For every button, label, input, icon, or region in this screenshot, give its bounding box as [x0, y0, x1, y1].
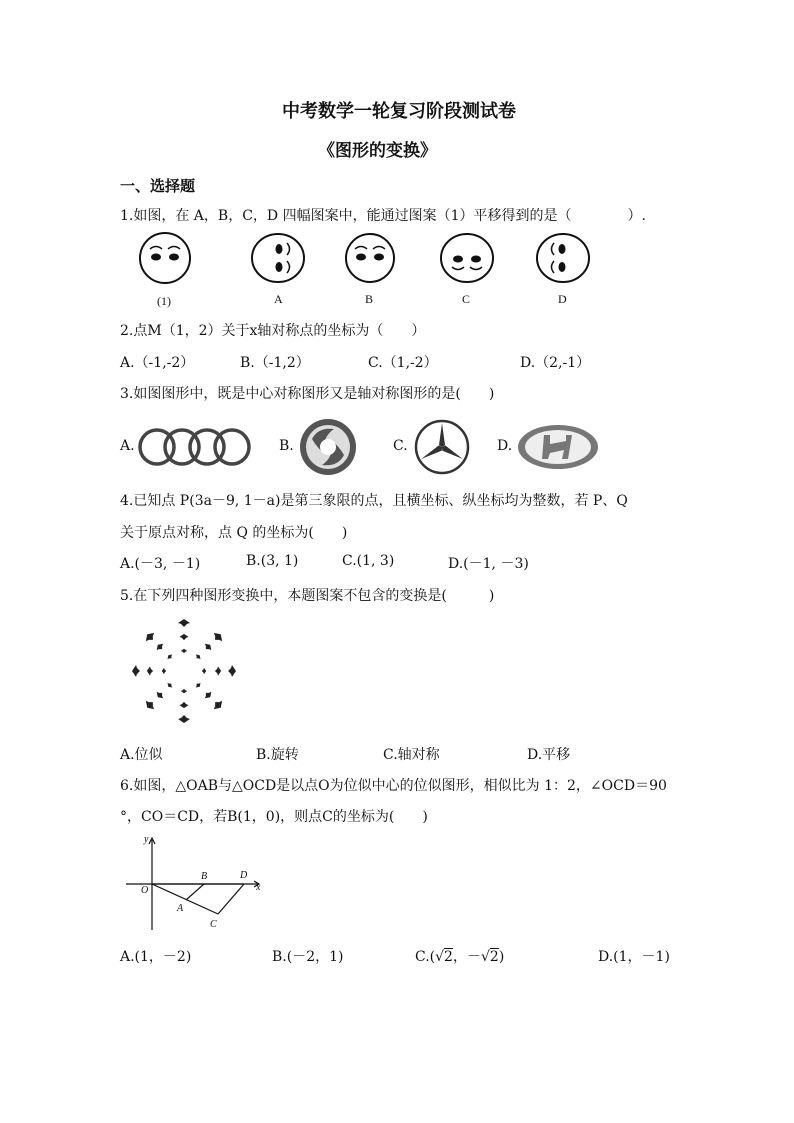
question-6-line-2: °，CO＝CD，若B(1，0)，则点C的坐标为( ) — [120, 809, 428, 825]
q5-option-d: D.平移 — [527, 747, 571, 763]
face-icon-a — [252, 234, 304, 282]
question-4-line-2: 关于原点对称，点 Q 的坐标为( ) — [120, 525, 348, 541]
page-title: 中考数学一轮复习阶段测试卷 — [282, 101, 516, 122]
bird-motif-icon — [143, 698, 157, 712]
face-icon-1 — [140, 233, 190, 283]
bird-motif-icon — [178, 715, 190, 723]
sqrt-sign: √ — [480, 949, 490, 965]
bird-motif-icon — [211, 698, 225, 712]
bird-motif-icon — [203, 690, 214, 701]
caption-b: B — [365, 292, 374, 306]
question-2: 2.点M（1，2）关于x轴对称点的坐标为（ ） — [120, 323, 426, 339]
bird-motif-icon — [215, 666, 221, 675]
q3-logos — [130, 418, 610, 478]
bird-motif-icon — [166, 681, 174, 689]
face-icon-c — [441, 234, 493, 282]
question-3: 3.如图图形中，既是中心对称图形又是轴对称图形的是( ) — [120, 386, 495, 402]
bird-motif-icon — [147, 666, 153, 675]
q4-option-d: D.(－1, －3) — [448, 556, 529, 572]
bird-motif-icon — [155, 642, 166, 653]
question-4-line-1: 4.已知点 P(3a－9, 1－a)是第三象限的点，且横坐标、纵坐标均为整数，若 P、Q — [120, 493, 628, 509]
bird-motif-icon — [202, 668, 206, 675]
caption-c: C — [462, 292, 471, 306]
bird-motif-icon — [194, 653, 202, 661]
q6-c-prefix: C.( — [415, 949, 436, 965]
label-x: x — [256, 882, 261, 893]
caption-d: D — [558, 292, 567, 306]
caption-1: (1) — [157, 294, 171, 308]
bird-motif-icon — [194, 681, 202, 689]
q4-option-c: C.(1, 3) — [342, 553, 395, 569]
bird-motif-icon — [228, 665, 236, 677]
q5-option-b: B.旋转 — [256, 747, 299, 763]
bird-motif-icon — [166, 653, 174, 661]
question-6-line-1: 6.如图，△OAB与△OCD是以点O为位似中心的位似图形，相似比为 1：2，∠OCD＝90 — [120, 778, 667, 794]
rings-logo-icon — [140, 430, 249, 464]
bird-motif-icon — [178, 619, 190, 627]
q2-option-b: B.（-1,2） — [240, 355, 310, 371]
bird-motif-icon — [181, 649, 188, 653]
label-d: D — [240, 870, 248, 881]
q5-option-c: C.轴对称 — [383, 747, 440, 763]
section-heading: 一、选择题 — [120, 177, 196, 195]
question-5: 5.在下列四种图形变换中，本题图案不包含的变换是( ) — [120, 588, 495, 604]
q3-label-d: D. — [497, 438, 513, 454]
face-icon-d — [537, 234, 589, 282]
star-logo-icon — [416, 421, 468, 473]
q6-c-suffix: ) — [498, 949, 505, 965]
bird-motif-icon — [162, 668, 166, 675]
q3-label-a: A. — [120, 438, 135, 454]
oval-logo-icon — [518, 425, 598, 469]
sqrt-sign: √ — [435, 949, 445, 965]
label-c: C — [210, 919, 217, 930]
bird-motif-icon — [143, 630, 157, 644]
q6-c-mid: ，－ — [452, 949, 481, 965]
label-b: B — [201, 871, 208, 882]
q4-option-a: A.(－3, －1) — [120, 556, 201, 572]
bird-motif-icon — [179, 634, 188, 640]
bird-motif-icon — [179, 702, 188, 708]
q6-option-d: D.(1，－1) — [598, 949, 670, 965]
q3-label-c: C. — [393, 438, 408, 454]
q6-coordinate-figure — [126, 832, 276, 932]
q6-option-b: B.(－2，1) — [272, 949, 344, 965]
question-1: 1.如图，在 A，B，C，D 四幅图案中，能通过图案（1）平移得到的是（ ）. — [120, 208, 646, 224]
bird-motif-icon — [155, 690, 166, 701]
q5-option-a: A.位似 — [120, 747, 163, 763]
face-icon-b — [346, 234, 394, 282]
q6-c-radicand-1: 2 — [444, 949, 453, 965]
q5-rosette-figure — [124, 612, 244, 730]
bird-motif-icon — [132, 665, 140, 677]
q2-option-a: A.（-1,-2） — [120, 355, 195, 371]
q2-option-d: D.（2,-1） — [520, 355, 591, 371]
label-y: y — [144, 834, 149, 845]
q6-c-radicand-2: 2 — [489, 949, 499, 965]
bird-motif-icon — [203, 642, 214, 653]
caption-a: A — [274, 292, 283, 306]
q3-label-b: B. — [279, 438, 294, 454]
page-subtitle: 《图形的变换》 — [318, 141, 437, 161]
q6-option-c — [415, 946, 504, 966]
q6-option-a: A.(1，－2) — [120, 949, 192, 965]
bird-motif-icon — [181, 689, 188, 693]
label-o: O — [141, 885, 149, 896]
q2-option-c: C.（1,-2） — [368, 355, 438, 371]
label-a: A — [177, 903, 184, 914]
bird-motif-icon — [211, 630, 225, 644]
q4-option-b: B.(3, 1) — [246, 553, 299, 569]
emblem-logo-icon — [300, 419, 356, 475]
